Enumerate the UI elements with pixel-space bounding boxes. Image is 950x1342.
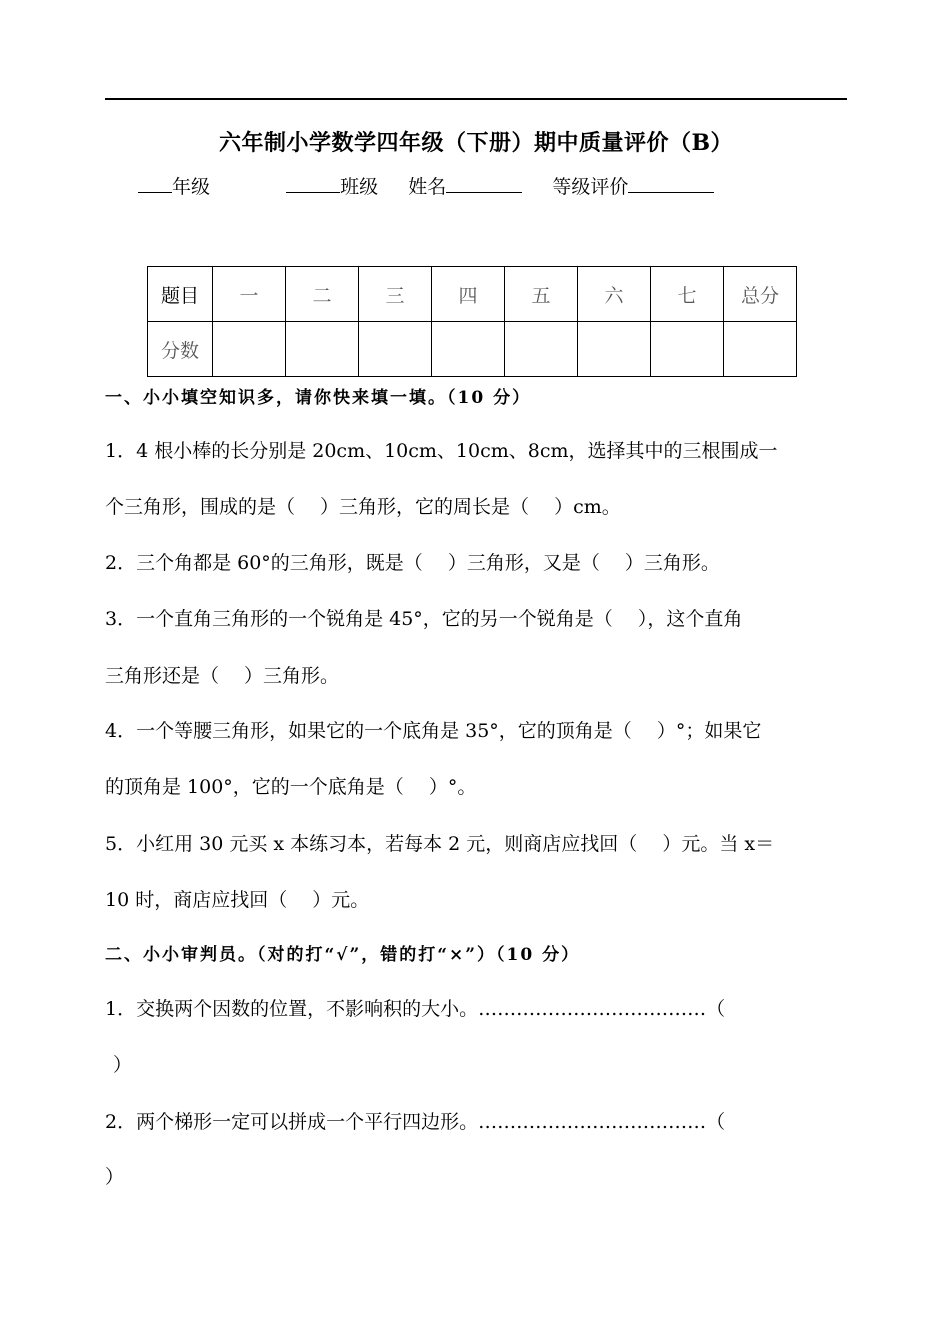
judge-question-1-line-1: 1．交换两个因数的位置，不影响积的大小。………………………………（ xyxy=(105,998,726,1020)
table-header-cell: 四 xyxy=(432,267,505,322)
name-blank[interactable] xyxy=(446,174,522,193)
score-cell[interactable] xyxy=(651,322,724,377)
question-4-line-1: 4．一个等腰三角形，如果它的一个底角是 35°，它的顶角是（ ）°；如果它 xyxy=(105,720,762,742)
grade-blank[interactable] xyxy=(138,174,172,193)
name-label: 姓名 xyxy=(408,176,447,198)
judge-question-1-line-2: ） xyxy=(113,1054,133,1076)
class-label: 班级 xyxy=(340,176,379,198)
table-header-cell: 五 xyxy=(505,267,578,322)
class-blank[interactable] xyxy=(286,174,340,193)
score-cell[interactable] xyxy=(432,322,505,377)
score-cell[interactable] xyxy=(505,322,578,377)
score-cell[interactable] xyxy=(286,322,359,377)
question-3-line-2: 三角形还是（ ）三角形。 xyxy=(105,665,340,687)
table-header-cell: 题目 xyxy=(148,267,213,322)
question-4-line-2: 的顶角是 100°，它的一个底角是（ ）°。 xyxy=(105,776,477,798)
question-5-line-2: 10 时，商店应找回（ ）元。 xyxy=(105,889,370,911)
section-1-heading: 一、小小填空知识多，请你快来填一填。（10 分） xyxy=(105,388,532,408)
top-rule xyxy=(105,98,847,100)
question-2-line-1: 2．三个角都是 60°的三角形，既是（ ）三角形，又是（ ）三角形。 xyxy=(105,552,720,574)
table-header-cell: 总分 xyxy=(724,267,797,322)
table-header-cell: 七 xyxy=(651,267,724,322)
score-table-score-row xyxy=(148,322,797,377)
judge-question-2-line-2: ） xyxy=(105,1166,125,1188)
level-label: 等级评价 xyxy=(552,176,629,198)
student-info-line xyxy=(138,172,714,199)
table-header-cell: 三 xyxy=(359,267,432,322)
question-1-line-2: 个三角形，围成的是（ ）三角形，它的周长是（ ）cm。 xyxy=(105,496,621,518)
score-row-label: 分数 xyxy=(148,322,213,377)
page-title: 六年制小学数学四年级（下册）期中质量评价（B） xyxy=(218,130,734,156)
question-5-line-1: 5．小红用 30 元买 x 本练习本，若每本 2 元，则商店应找回（ ）元。当 x＝ xyxy=(105,833,775,855)
question-1-line-1: 1．4 根小棒的长分别是 20cm、10cm、10cm、8cm，选择其中的三根围成一 xyxy=(105,440,778,462)
question-3-line-1: 3．一个直角三角形的一个锐角是 45°，它的另一个锐角是（ ），这个直角 xyxy=(105,608,743,630)
score-cell[interactable] xyxy=(578,322,651,377)
grade-label: 年级 xyxy=(172,176,211,198)
level-blank[interactable] xyxy=(628,174,714,193)
score-cell[interactable] xyxy=(213,322,286,377)
table-header-cell: 一 xyxy=(213,267,286,322)
score-cell[interactable] xyxy=(359,322,432,377)
score-cell[interactable] xyxy=(724,322,797,377)
table-header-cell: 六 xyxy=(578,267,651,322)
table-header-cell: 二 xyxy=(286,267,359,322)
section-2-heading: 二、小小审判员。（对的打“√”，错的打“×”）（10 分） xyxy=(105,945,581,965)
score-table xyxy=(147,266,797,377)
score-table-header-row xyxy=(148,267,797,322)
judge-question-2-line-1: 2．两个梯形一定可以拼成一个平行四边形。………………………………（ xyxy=(105,1111,726,1133)
